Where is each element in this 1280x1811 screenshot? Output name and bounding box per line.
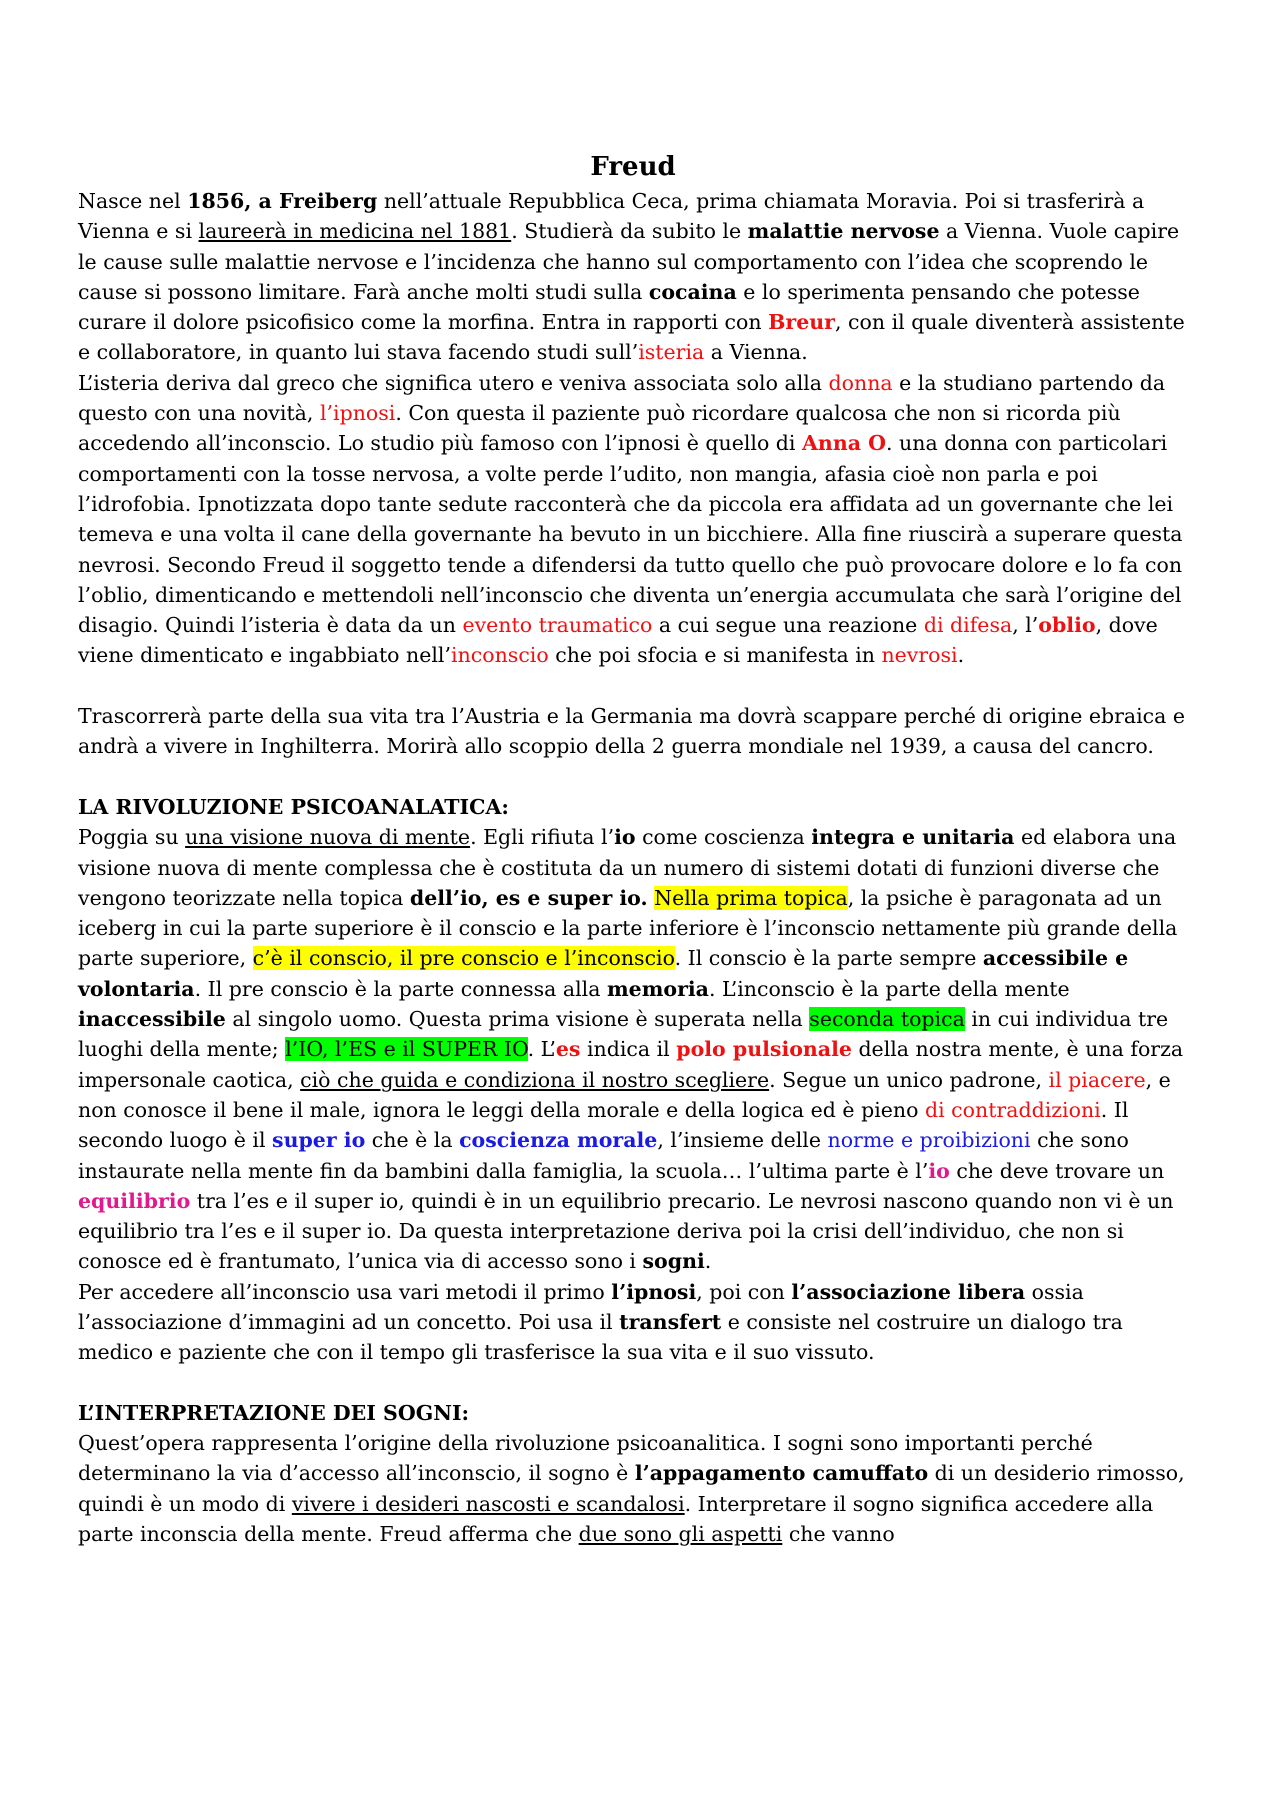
document-page	[78, 150, 1188, 1549]
document-title: Freud	[590, 152, 676, 182]
paragraph-later-life: Trascorrerà parte della sua vita tra l’Austria e la Germania ma dovrà scappare perché di origine ebraica e andrà a vivere in Inghilterra. Morirà allo scoppio della 2 guerra mondiale nel 1939, a causa del cancro.	[78, 704, 1186, 759]
paragraph-isteria: L’isteria deriva dal greco che significa utero e veniva associata solo alla donna e la studiano partendo da questo con una novità, l’ipnosi. Con questa il paziente può ricordare qualcosa che non si ricorda più accedendo all’inconscio. Lo studio più famoso con l’ipnosi è quello di Anna O. una donna con particolari comportamenti con la tosse nervosa, a volte perde l’udito, non mangia, afasia cioè non parla e poi l’idrofobia. Ipnotizzata dopo tante sedute racconterà che da piccola era affidata ad un governante che lei temeva e una volta il cane della governante ha bevuto in un bicchiere. Alla fine riuscirà a superare questa nevrosi. Secondo Freud il soggetto tende a difendersi da tutto quello che può provocare dolore e lo fa con l’oblio, dimenticando e mettendoli nell’inconscio che diventa un’energia accumulata che sarà l’origine del disagio. Quindi l’isteria è data da un evento traumatico a cui segue una reazione di difesa, l’oblio, dove viene dimenticato e ingabbiato nell’inconscio che poi sfocia e si manifesta in nevrosi.	[78, 370, 1183, 668]
section-heading-sogni: L’INTERPRETAZIONE DEI SOGNI:	[78, 1400, 470, 1425]
section-heading-rivoluzione: LA RIVOLUZIONE PSICOANALATICA:	[78, 794, 509, 819]
blank-line	[78, 1368, 1188, 1398]
blank-line	[78, 671, 1188, 701]
paragraph-sogni: Quest’opera rappresenta l’origine della rivoluzione psicoanalitica. I sogni sono importanti perché determinano la via d’accesso all’inconscio, il sogno è l’appagamento camuffato di un desiderio rimosso, quindi è un modo di vivere i desideri nascosti e scandalosi. Interpretare il sogno significa accedere alla parte inconscia della mente. Freud afferma che due sono gli aspetti che vanno	[78, 1431, 1185, 1547]
paragraph-biography: Nasce nel 1856, a Freiberg nell’attuale Repubblica Ceca, prima chiamata Moravia. Poi si trasferirà a Vienna e si laureerà in medicina nel 1881. Studierà da subito le malattie nervose a Vienna. Vuole capire le cause sulle malattie nervose e l’incidenza che hanno sul comportamento con l’idea che scoprendo le cause si possono limitare. Farà anche molti studi sulla cocaina e lo sperimenta pensando che potesse curare il dolore psicofisico come la morfina. Entra in rapporti con Breur, con il quale diventerà assistente e collaboratore, in quanto lui stava facendo studi sull’isteria a Vienna.	[78, 189, 1185, 365]
paragraph-metodi: Per accedere all’inconscio usa vari metodi il primo l’ipnosi, poi con l’associazione libera ossia l’associazione d’immagini ad un concetto. Poi usa il transfert e consiste nel costruire un dialogo tra medico e paziente che con il tempo gli trasferisce la sua vita e il suo vissuto.	[78, 1279, 1123, 1365]
blank-line	[78, 762, 1188, 792]
paragraph-topica: Poggia su una visione nuova di mente. Egli rifiuta l’io come coscienza integra e unitaria ed elabora una visione nuova di mente complessa che è costituta da un numero di sistemi dotati di funzioni diverse che vengono teorizzate nella topica dell’io, es e super io. Nella prima topica, la psiche è paragonata ad un iceberg in cui la parte superiore è il conscio e la parte inferiore è l’inconscio nettamente più grande della parte superiore, c’è il conscio, il pre conscio e l’inconscio. Il conscio è la parte sempre accessibile e volontaria. Il pre conscio è la parte connessa alla memoria. L’inconscio è la parte della mente inaccessibile al singolo uomo. Questa prima visione è superata nella seconda topica in cui individua tre luoghi della mente; l’IO, l’ES e il SUPER IO. L’es indica il polo pulsionale della nostra mente, è una forza impersonale caotica, ciò che guida e condiziona il nostro scegliere. Segue un unico padrone, il piacere, e non conosce il bene il male, ignora le leggi della morale e della logica ed è pieno di contraddizioni. Il secondo luogo è il super io che è la coscienza morale, l’insieme delle norme e proibizioni che sono instaurate nella mente fin da bambini dalla famiglia, la scuola… l’ultima parte è l’io che deve trovare un equilibrio tra l’es e il super io, quindi è in un equilibrio precario. Le nevrosi nascono quando non vi è un equilibrio tra l’es e il super io. Da questa interpretazione deriva poi la crisi dell’individuo, che non si conosce ed è frantumato, l’unica via di accesso sono i sogni.	[78, 825, 1184, 1274]
